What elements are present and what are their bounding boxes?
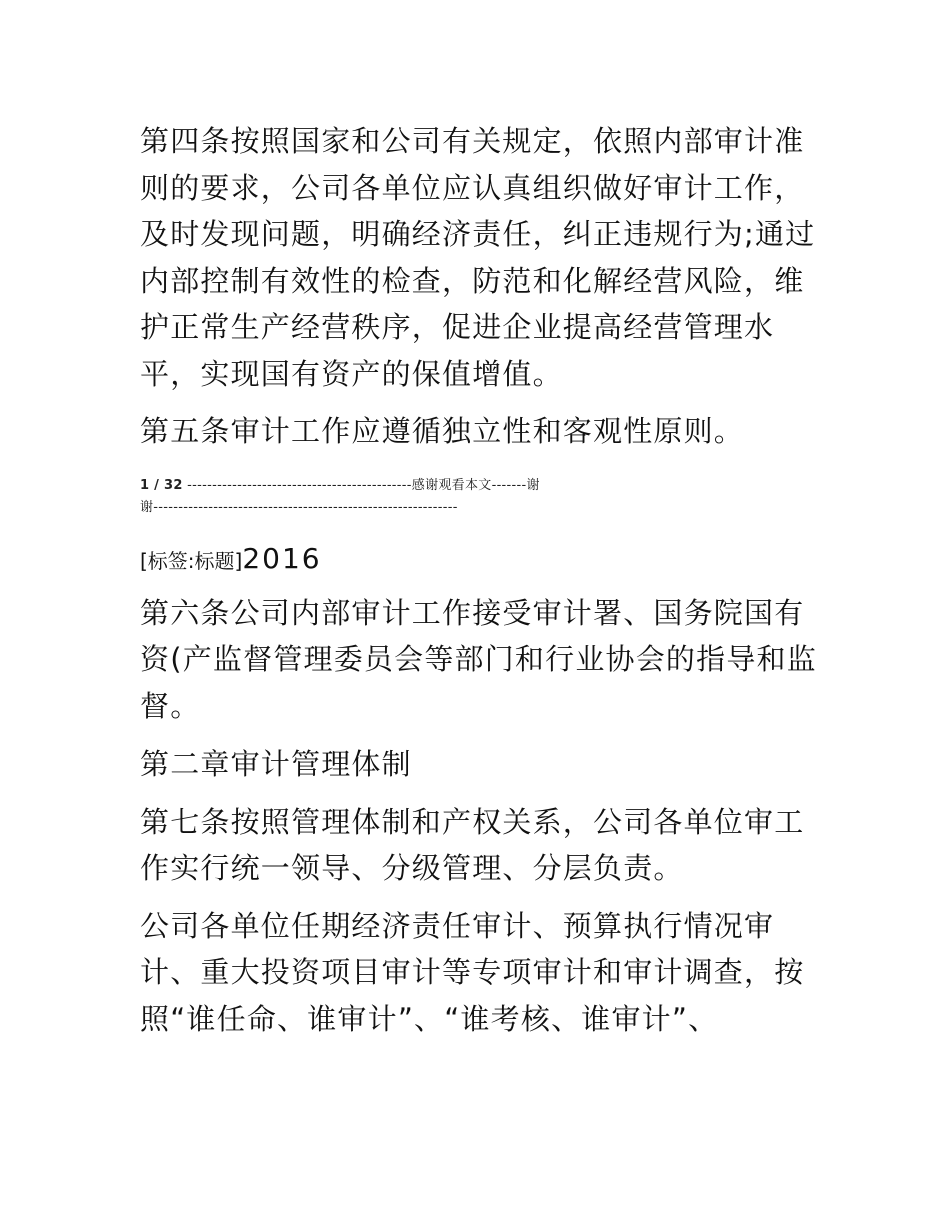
tag-line: [140, 541, 820, 579]
article-7-paragraph: 第七条按照管理体制和产权关系，公司各单位审工作实行统一领导、分级管理、分层负责。: [140, 804, 805, 885]
article-6-paragraph: 第六条公司内部审计工作接受审计署、国务院国有资(产监督管理委员会等部门和行业协会的指导和监督。: [140, 595, 817, 723]
article-5-paragraph: 第五条审计工作应遵循独立性和客观性原则。: [140, 414, 745, 448]
audit-scope-paragraph: 公司各单位任期经济责任审计、预算执行情况审计、重大投资项目审计等专项审计和审计调查，按照“谁任命、谁审计”、“谁考核、谁审计”、: [140, 908, 805, 1036]
footer-thanks-text: ---------------------------------------------感谢观看本文-------谢: [182, 477, 540, 493]
footer-line-2: 谢-------------------------------------------------------------: [140, 499, 458, 515]
chapter-2-heading: 第二章审计管理体制: [140, 747, 412, 781]
tag-label: [标签:标题]: [140, 548, 243, 573]
footer-line-1: [140, 475, 820, 497]
page-footer: [140, 475, 820, 519]
document-page: [140, 118, 820, 1042]
article-4-paragraph: 第四条按照国家和公司有关规定，依照内部审计准则的要求，公司各单位应认真组织做好审计工作，及时发现问题，明确经济责任，纠正违规行为;通过内部控制有效性的检查，防范和化解经营风险，维护正常生产经营秩序，促进企业提高经营管理水平，实现国有资产的保值增值。: [140, 124, 816, 391]
page-number: 1 / 32: [140, 477, 183, 493]
tag-year: 2016: [242, 541, 322, 575]
